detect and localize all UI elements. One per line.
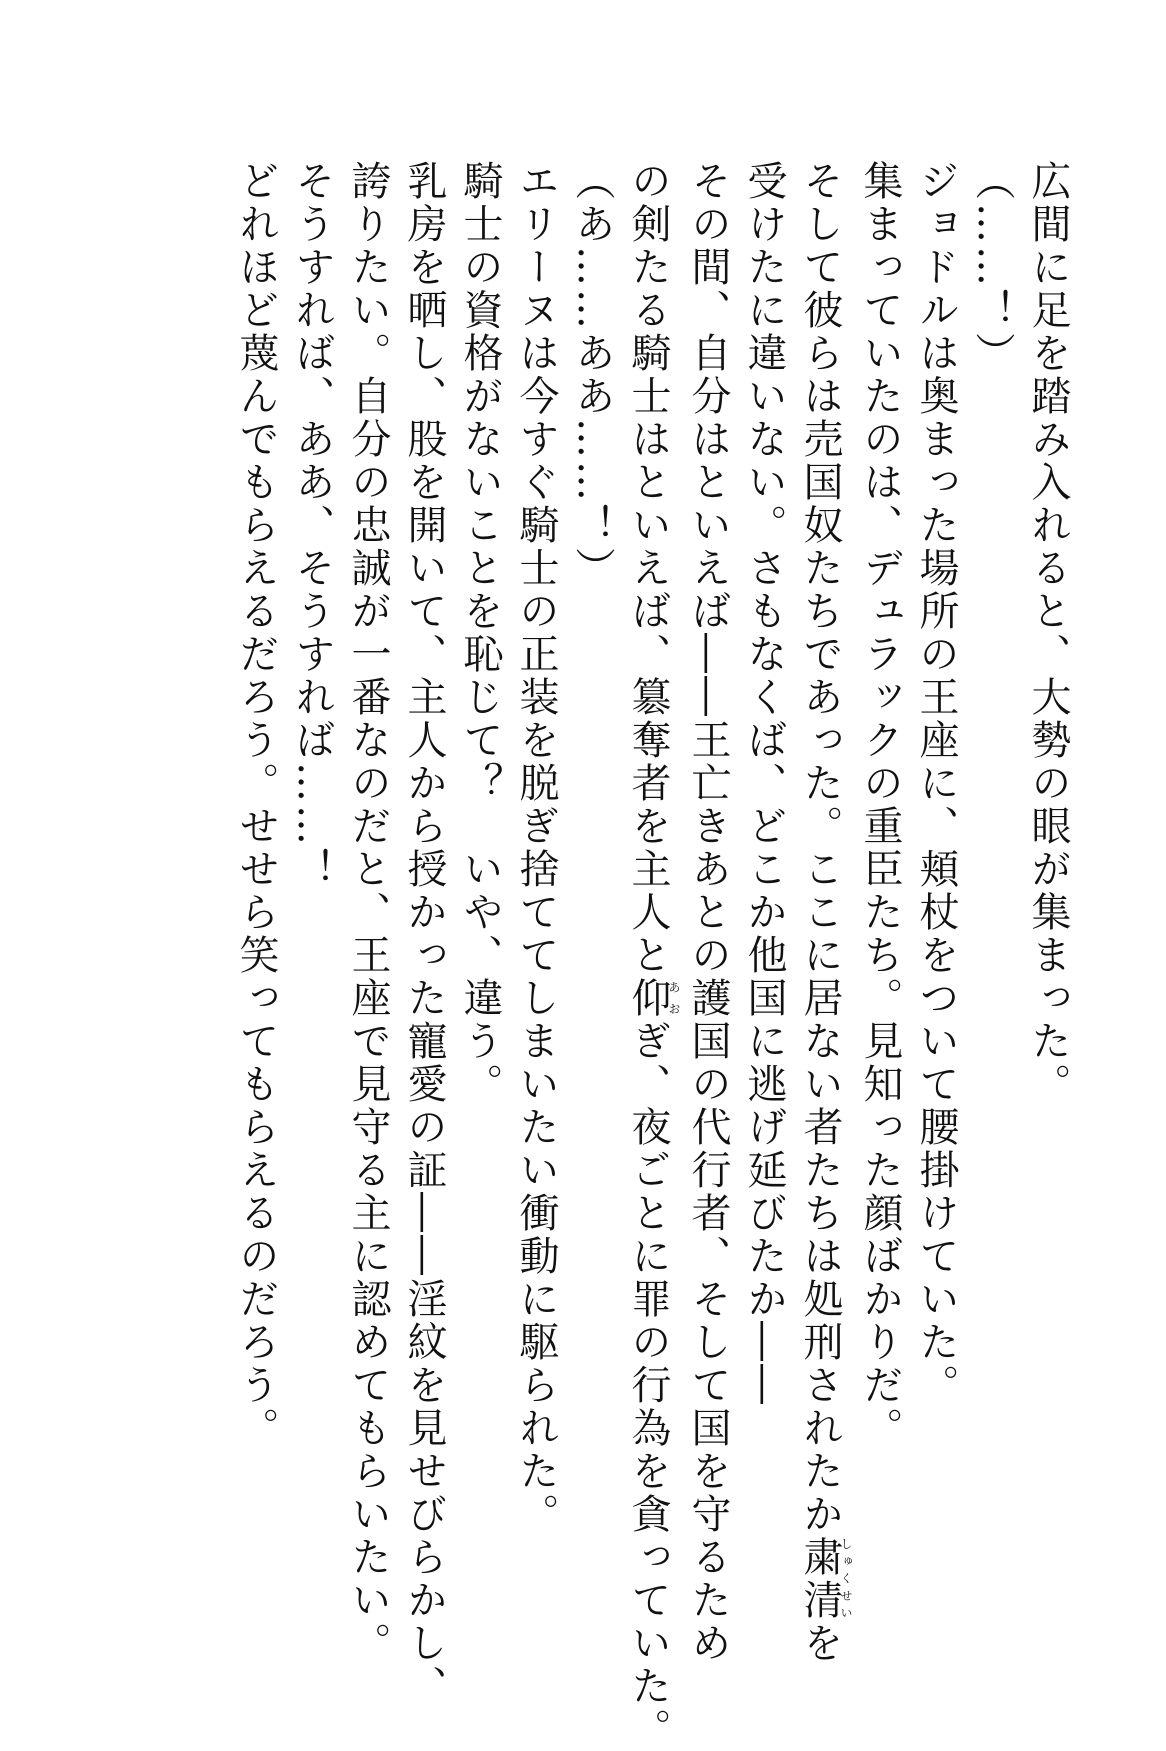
text-line-14: そうすれば、ああ、そうすれば……！: [289, 160, 335, 891]
ruby-aogi-reading: あお: [667, 977, 681, 1020]
text-line-11: 騎士の資格がないことを恥じて？ いや、違う。: [457, 160, 503, 1106]
ruby-aogi-base: 仰: [625, 977, 671, 1020]
text-line-5-tail: を: [797, 1622, 843, 1665]
text-line-7: その間、自分はといえば――王亡きあとの護国の代行者、そして国を守るため: [685, 160, 731, 1665]
text-line-3: ジョドルは奥まった場所の王座に、頬杖をついて腰掛けていた。: [913, 160, 959, 1407]
ruby-shukusei: [797, 1536, 853, 1622]
text-line-13: 誇りたい。自分の忠誠が一番なのだと、王座で見守る主に認めてもらいたい。: [345, 160, 391, 1665]
text-line-5-main: そして彼らは売国奴たちであった。ここに居ない者たちは処刑されたか: [797, 160, 843, 1536]
text-line-15: どれほど蔑んでもらえるだろう。せせら笑ってもらえるのだろう。: [233, 160, 279, 1450]
vertical-text-body: [76, 160, 1076, 1751]
ruby-shukusei-reading: しゅくせい: [839, 1536, 853, 1622]
text-line-10: エリーヌは今すぐ騎士の正装を脱ぎ捨ててしまいたい衝動に駆られた。: [513, 160, 559, 1536]
ruby-aogi: [625, 977, 681, 1020]
text-line-12: 乳房を晒し、股を開いて、主人から授かった寵愛の証――淫紋を見せびらかし、: [401, 160, 447, 1708]
text-line-1: 広間に足を踏み入れると、大勢の眼が集まった。: [1025, 160, 1071, 1106]
text-line-8: [620, 160, 681, 1751]
text-line-9: （あ……ああ……！）: [569, 160, 615, 590]
ruby-shukusei-base: 粛清: [797, 1536, 843, 1622]
text-line-5: [792, 160, 853, 1665]
text-line-8-main: の剣たる騎士はといえば、簒奪者を主人と: [625, 160, 671, 977]
text-line-2: （……！）: [969, 160, 1015, 375]
text-line-4: 集まっていたのは、デュラックの重臣たち。見知った顔ばかりだ。: [857, 160, 903, 1450]
text-line-6: 受けたに違いない。さもなくば、どこか他国に逃げ延びたか――: [741, 160, 787, 1407]
text-line-8-tail: ぎ、夜ごとに罪の行為を貪っていた。: [625, 1020, 671, 1751]
